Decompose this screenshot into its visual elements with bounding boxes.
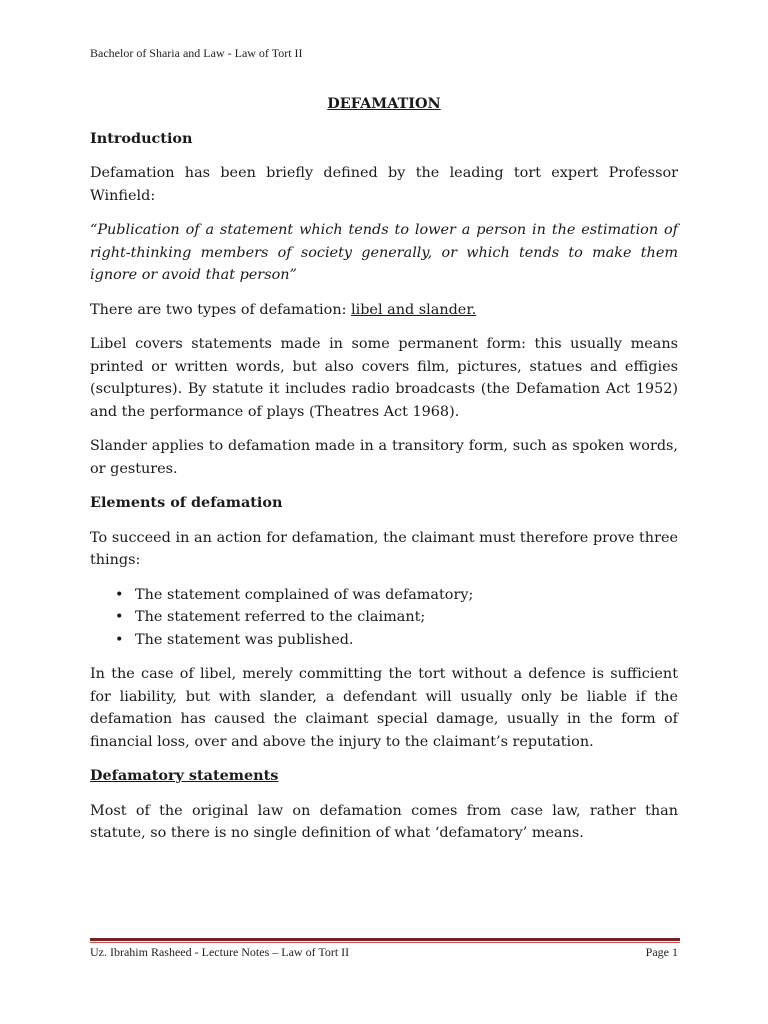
footer-rule-dark (90, 938, 680, 941)
statements-paragraph: Most of the original law on defamation comes from case law, rather than statute, so there is no single definition of what ‘defamatory’ means. (90, 802, 678, 841)
intro-heading: Introduction (90, 129, 193, 147)
footer-rule (90, 938, 680, 943)
intro-paragraph: Defamation has been briefly defined by the leading tort expert Professor Winfield: (90, 165, 678, 204)
slander-paragraph: Slander applies to defamation made in a transitory form, such as spoken words, or gestures. (90, 438, 678, 477)
types-underlined: libel and slander. (351, 301, 477, 318)
elements-intro: To succeed in an action for defamation, the claimant must therefore prove three things: (90, 529, 678, 568)
libel-vs-slander-paragraph: In the case of libel, merely committing the tort without a defence is sufficient for liability, but with slander, a defendant will usually only be liable if the defamation has caused the claimant special damage, usually in the form of financial loss, over and above the injury to the claimant’s reputation. (90, 666, 678, 750)
list-item: • The statement referred to the claimant; (135, 606, 678, 629)
types-paragraph (90, 299, 678, 322)
winfield-quote: “Publication of a statement which tends to lower a person in the estimation of right-thinking members of society generally, or which tends to make them ignore or avoid that person” (90, 222, 678, 283)
document-body (90, 93, 678, 857)
document-title: DEFAMATION (327, 95, 441, 112)
list-item: • The statement complained of was defamatory; (135, 584, 678, 607)
statements-heading: Defamatory statements (90, 767, 279, 784)
footer-rule-light (90, 942, 680, 943)
types-text: There are two types of defamation: (90, 301, 352, 318)
page-number: Page 1 (645, 945, 678, 959)
elements-list (90, 584, 678, 652)
libel-paragraph: Libel covers statements made in some permanent form: this usually means printed or written words, but also covers film, pictures, statues and effigies (sculptures). By statute it includes radio broadcasts (the Defamation Act 1952) and the performance of plays (Theatres Act 1968). (90, 336, 678, 420)
elements-heading: Elements of defamation (90, 494, 283, 511)
running-header: Bachelor of Sharia and Law - Law of Tort II (90, 46, 303, 60)
footer-text: Uz. Ibrahim Rasheed - Lecture Notes – Law of Tort II (90, 945, 350, 959)
list-item: • The statement was published. (135, 629, 678, 652)
